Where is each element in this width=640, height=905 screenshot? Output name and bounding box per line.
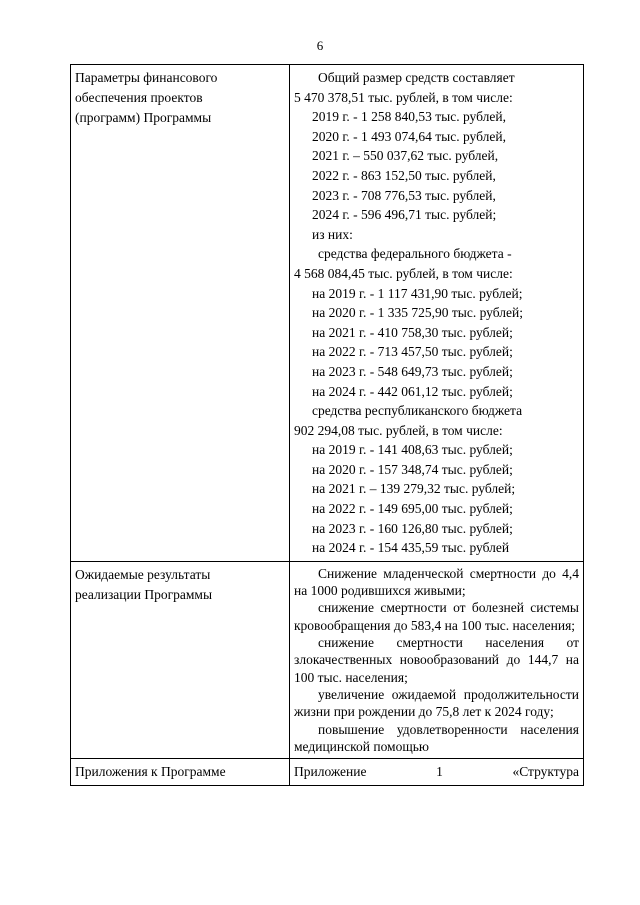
table-row-financing [71, 65, 584, 562]
row-label-line: реализации Программы [75, 586, 213, 602]
appendices-label-cell [71, 759, 290, 786]
result-item: повышение удовлетворенности населения медицинской помощью [294, 721, 579, 754]
appendix-title-start: «Структура [512, 764, 579, 780]
financing-label-cell [71, 65, 290, 562]
appendices-value-cell [290, 759, 584, 786]
total-year-line: 2019 г. - 1 258 840,53 тыс. рублей, [312, 109, 506, 125]
total-intro: Общий размер средств составляет [318, 70, 515, 85]
republic-year-line: на 2022 г. - 149 695,00 тыс. рублей; [312, 501, 513, 517]
federal-intro: средства федерального бюджета - [318, 246, 512, 262]
program-parameters-table [70, 64, 584, 786]
results-label-cell [71, 561, 290, 758]
republic-sum: 902 294,08 тыс. рублей, в том числе: [294, 422, 503, 438]
total-year-line: 2022 г. - 863 152,50 тыс. рублей, [312, 167, 496, 183]
result-item: снижение смертности населения от злокачественных новообразований до 144,7 на 100 тыс. населения; [294, 635, 579, 685]
row-label-line: Параметры финансового [75, 70, 218, 85]
republic-year-line: на 2023 г. - 160 126,80 тыс. рублей; [312, 520, 513, 536]
result-item: увеличение ожидаемой продолжительности жизни при рождении до 75,8 лет к 2024 году; [294, 686, 579, 720]
appendix-word: Приложение [294, 764, 367, 780]
table-row-expected-results [71, 561, 584, 758]
results-value-cell [290, 561, 584, 758]
total-year-line: 2023 г. - 708 776,53 тыс. рублей, [312, 187, 496, 203]
federal-year-line: на 2024 г. - 442 061,12 тыс. рублей; [312, 383, 513, 399]
federal-year-line: на 2023 г. - 548 649,73 тыс. рублей; [312, 363, 513, 379]
republic-intro: средства республиканского бюджета [312, 403, 523, 419]
total-year-line: 2024 г. - 596 496,71 тыс. рублей; [312, 207, 497, 223]
republic-year-line: на 2021 г. – 139 279,32 тыс. рублей; [312, 481, 516, 497]
federal-year-line: на 2022 г. - 713 457,50 тыс. рублей; [312, 344, 513, 360]
federal-year-line: на 2020 г. - 1 335 725,90 тыс. рублей; [312, 305, 523, 321]
republic-year-line: на 2019 г. - 141 408,63 тыс. рублей; [312, 442, 513, 458]
row-label-line: (программ) Программы [75, 110, 212, 125]
republic-year-line: на 2024 г. - 154 435,59 тыс. рублей [312, 540, 510, 556]
federal-year-line: на 2021 г. - 410 758,30 тыс. рублей; [312, 324, 513, 340]
federal-year-line: на 2019 г. - 1 117 431,90 тыс. рублей; [312, 285, 523, 301]
financing-value-cell [290, 65, 584, 562]
row-label-line: обеспечения проектов [75, 90, 203, 105]
federal-sum: 4 568 084,45 тыс. рублей, в том числе: [294, 265, 513, 281]
appendix-line [294, 762, 579, 782]
row-label-line: Приложения к Программе [75, 764, 226, 780]
republic-year-line: на 2020 г. - 157 348,74 тыс. рублей; [312, 461, 513, 477]
result-item: Снижение младенческой смертности до 4,4 на 1000 родившихся живыми; [294, 565, 579, 599]
table-row-appendices [71, 759, 584, 786]
total-sum: 5 470 378,51 тыс. рублей, в том числе: [294, 89, 513, 105]
row-label-line: Ожидаемые результаты [75, 566, 211, 582]
appendix-number: 1 [436, 764, 443, 780]
result-item: снижение смертности от болезней системы кровообращения до 583,4 на 100 тыс. населения; [294, 600, 579, 633]
total-year-line: 2020 г. - 1 493 074,64 тыс. рублей, [312, 128, 506, 144]
total-year-line: 2021 г. – 550 037,62 тыс. рублей, [312, 148, 499, 164]
page-number: 6 [316, 38, 324, 53]
of-them-label: из них: [312, 226, 353, 242]
